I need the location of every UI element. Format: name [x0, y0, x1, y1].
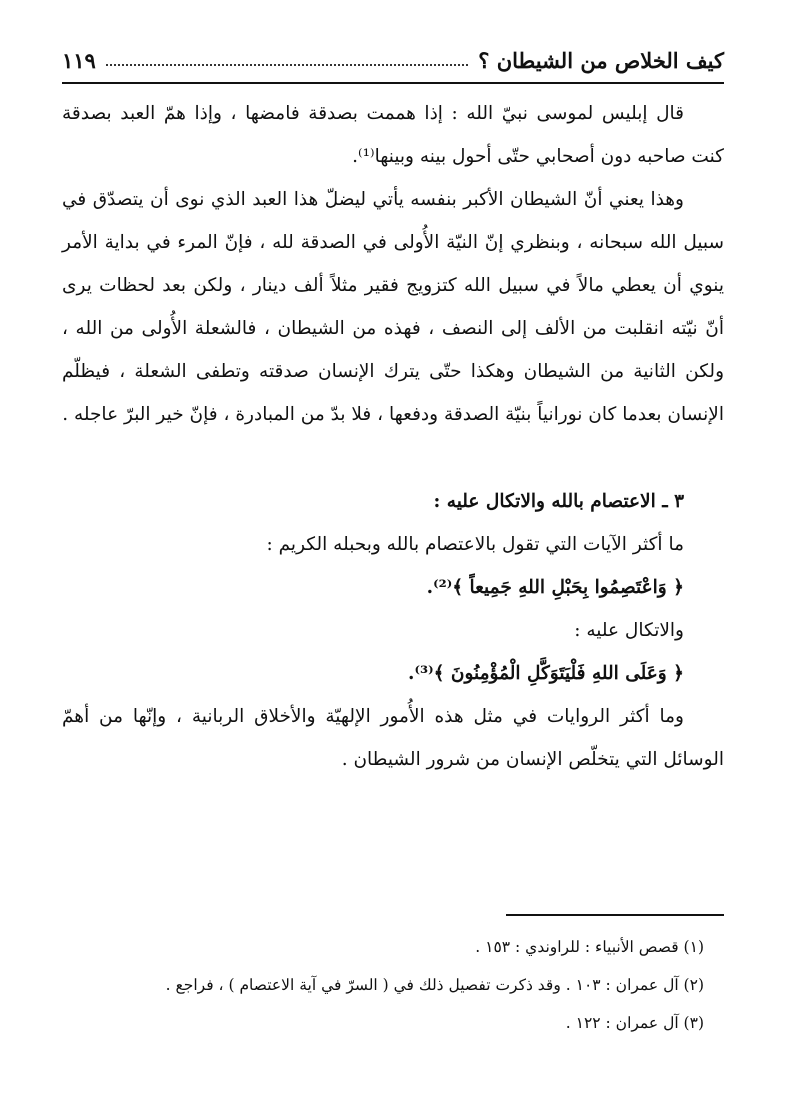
main-text — [62, 92, 724, 781]
footnote-3: (٣) آل عمران : ١٢٢ . — [565, 1014, 704, 1032]
footnote-2: (٢) آل عمران : ١٠٣ . وقد ذكرت تفصيل ذلك في ( السرّ في آية الاعتصام ) ، فراجع . — [165, 976, 704, 994]
running-title: كيف الخلاص من الشيطان ؟ — [478, 47, 724, 73]
footnote-1: (١) قصص الأنبياء : للراوندي : ١٥٣ . — [475, 938, 704, 956]
page-header — [62, 40, 724, 84]
dotted-leader — [106, 54, 468, 66]
paragraph-1: قال إبليس لموسى نبيّ الله : إذا هممت بصدقة فامضها ، وإذا همّ العبد بصدقة كنت صاحبه دون أصحابي حتّى أحول بينه وبينها⁽¹⁾. — [62, 103, 724, 167]
quran-verse-2: ﴿ وَعَلَى اللهِ فَلْيَتَوَكَّلِ الْمُؤْمِنُونَ ﴾⁽³⁾. — [408, 663, 684, 684]
page-number: ١١٩ — [62, 47, 96, 73]
quran-verse-1: ﴿ وَاعْتَصِمُوا بِحَبْلِ اللهِ جَمِيعاً ﴾⁽²⁾. — [426, 577, 684, 598]
section-mid: والاتكال عليه : — [574, 620, 684, 641]
section-closing: وما أكثر الروايات في مثل هذه الأُمور الإلهيّة والأخلاق الربانية ، وإنّها من أهمّ الوسائل التي يتخلّص الإنسان من شرور الشيطان . — [62, 706, 724, 770]
footnotes — [62, 928, 724, 1042]
section-title: ٣ ـ الاعتصام بالله والاتكال عليه : — [433, 491, 684, 512]
footnote-divider — [506, 914, 724, 916]
paragraph-2: وهذا يعني أنّ الشيطان الأكبر بنفسه يأتي ليضلّ هذا العبد الذي نوى أن يتصدّق في سبيل الله سبحانه ، وبنظري إنّ النيّة الأُولى في الصدقة لله ، فإنّ المرء في بداية الأمر ينوي أن يعطي مالاً في سبيل الله كتزويج فقير مثلاً ألف دينار ، ولكن بعد لحظات يرى أنّ نيّته انقلبت من الألف إلى النصف ، فهذه من الشيطان ، فالشعلة الأُولى من الله ، ولكن الثانية من الشيطان وهكذا حتّى يترك الإنسان صدقته وتطفى الشعلة ، فيظلّم الإنسان بعدما كان نورانياً بنيّة الصدقة ودفعها ، فلا بدّ من المبادرة ، فإنّ خير البرّ عاجله . — [62, 189, 724, 425]
section-intro: ما أكثر الآيات التي تقول بالاعتصام بالله وبحبله الكريم : — [266, 534, 684, 555]
